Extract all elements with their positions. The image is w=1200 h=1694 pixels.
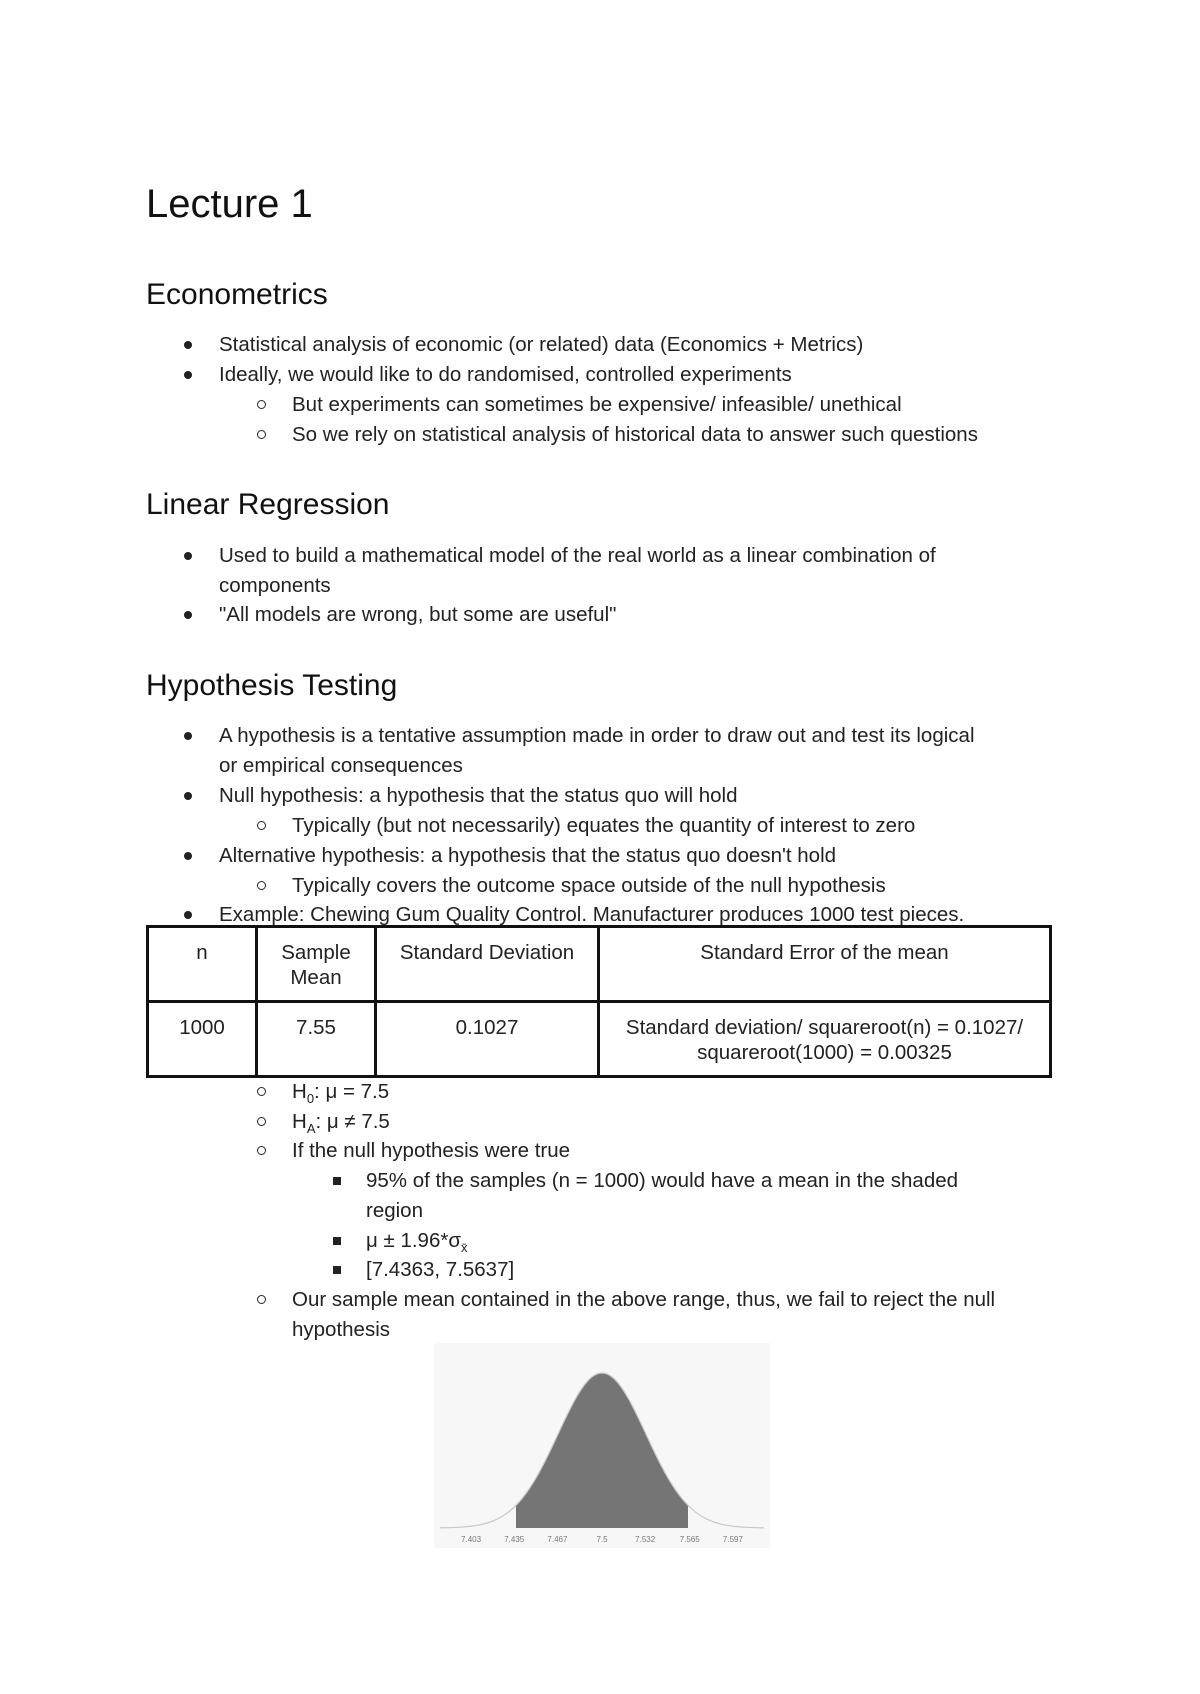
x-tick-label: 7.435 xyxy=(504,1535,525,1544)
hollow-bullet-icon xyxy=(257,1087,266,1096)
list-item: Null hypothesis: a hypothesis that the status quo will hold xyxy=(219,784,738,807)
bullet-icon xyxy=(184,552,192,560)
hollow-bullet-icon xyxy=(257,821,266,830)
square-bullet-icon xyxy=(333,1237,341,1245)
bullet-icon xyxy=(184,341,192,349)
interval-formula: $\mu \pm 1.96*\sigma_{x̄}$ xyxy=(366,1229,468,1256)
table-header-cell: Standard Deviation xyxy=(376,927,599,1002)
x-tick-label: 7.565 xyxy=(679,1535,700,1544)
x-tick-label: 7.532 xyxy=(635,1535,656,1544)
alternative-hypothesis: $H_A$: μ ≠ 7.5 xyxy=(292,1110,390,1137)
table-cell: Standard deviation/ squareroot(n) = 0.1027/ squareroot(1000) = 0.00325 xyxy=(599,1002,1051,1077)
interval-values: [7.4363, 7.5637] xyxy=(366,1258,515,1281)
table-cell: 0.1027 xyxy=(376,1002,599,1077)
hollow-bullet-icon xyxy=(257,1146,266,1155)
bullet-icon xyxy=(184,852,192,860)
hollow-bullet-icon xyxy=(257,1117,266,1126)
list-item: Typically covers the outcome space outside of the null hypothesis xyxy=(292,874,886,897)
table-header-row xyxy=(148,927,1051,1002)
table-cell: 1000 xyxy=(148,1002,257,1077)
table-header-cell: Standard Error of the mean xyxy=(599,927,1051,1002)
x-tick-label: 7.5 xyxy=(596,1535,608,1544)
square-bullet-icon xyxy=(333,1266,341,1274)
x-tick-label: 7.467 xyxy=(547,1535,568,1544)
list-item-continuation: components xyxy=(219,574,331,597)
list-item: A hypothesis is a tentative assumption made in order to draw out and test its logical xyxy=(219,724,975,747)
list-item-continuation: or empirical consequences xyxy=(219,754,463,777)
list-item-continuation: region xyxy=(366,1199,423,1222)
bullet-icon xyxy=(184,371,192,379)
null-hypothesis: $H_0$: μ = 7.5 xyxy=(292,1080,390,1107)
page-title: Lecture 1 xyxy=(146,182,313,226)
bullet-icon xyxy=(184,611,192,619)
bullet-icon xyxy=(184,792,192,800)
hollow-bullet-icon xyxy=(257,881,266,890)
data-table xyxy=(146,925,1052,1078)
list-item: Alternative hypothesis: a hypothesis that the status quo doesn't hold xyxy=(219,844,837,867)
table-header-cell: n xyxy=(148,927,257,1002)
heading-econometrics: Econometrics xyxy=(146,278,328,311)
list-item: Used to build a mathematical model of the real world as a linear combination of xyxy=(219,544,936,567)
list-item: Typically (but not necessarily) equates the quantity of interest to zero xyxy=(292,814,916,837)
heading-hypothesis-testing: Hypothesis Testing xyxy=(146,669,398,702)
x-tick-label: 7.403 xyxy=(461,1535,482,1544)
table-header-cell: Sample Mean xyxy=(257,927,376,1002)
bullet-icon xyxy=(184,732,192,740)
list-item: "All models are wrong, but some are useful" xyxy=(219,603,617,626)
list-item: Our sample mean contained in the above range, thus, we fail to reject the null xyxy=(292,1288,996,1311)
list-item: Statistical analysis of economic (or related) data (Economics + Metrics) xyxy=(219,333,864,356)
hollow-bullet-icon xyxy=(257,430,266,439)
list-item: Ideally, we would like to do randomised, controlled experiments xyxy=(219,363,792,386)
list-item: So we rely on statistical analysis of historical data to answer such questions xyxy=(292,423,978,446)
heading-linear-regression: Linear Regression xyxy=(146,488,390,521)
normal-distribution-chart xyxy=(434,1343,770,1548)
table-row xyxy=(148,1002,1051,1077)
hollow-bullet-icon xyxy=(257,1295,266,1304)
list-item-continuation: hypothesis xyxy=(292,1318,391,1341)
list-item: But experiments can sometimes be expensive/ infeasible/ unethical xyxy=(292,393,902,416)
hollow-bullet-icon xyxy=(257,400,266,409)
list-item: Example: Chewing Gum Quality Control. Manufacturer produces 1000 test pieces. xyxy=(219,903,965,926)
table-cell: 7.55 xyxy=(257,1002,376,1077)
square-bullet-icon xyxy=(333,1177,341,1185)
x-tick-label: 7.597 xyxy=(722,1535,743,1544)
list-item: 95% of the samples (n = 1000) would have a mean in the shaded xyxy=(366,1169,959,1192)
list-item: If the null hypothesis were true xyxy=(292,1139,571,1162)
bullet-icon xyxy=(184,911,192,919)
